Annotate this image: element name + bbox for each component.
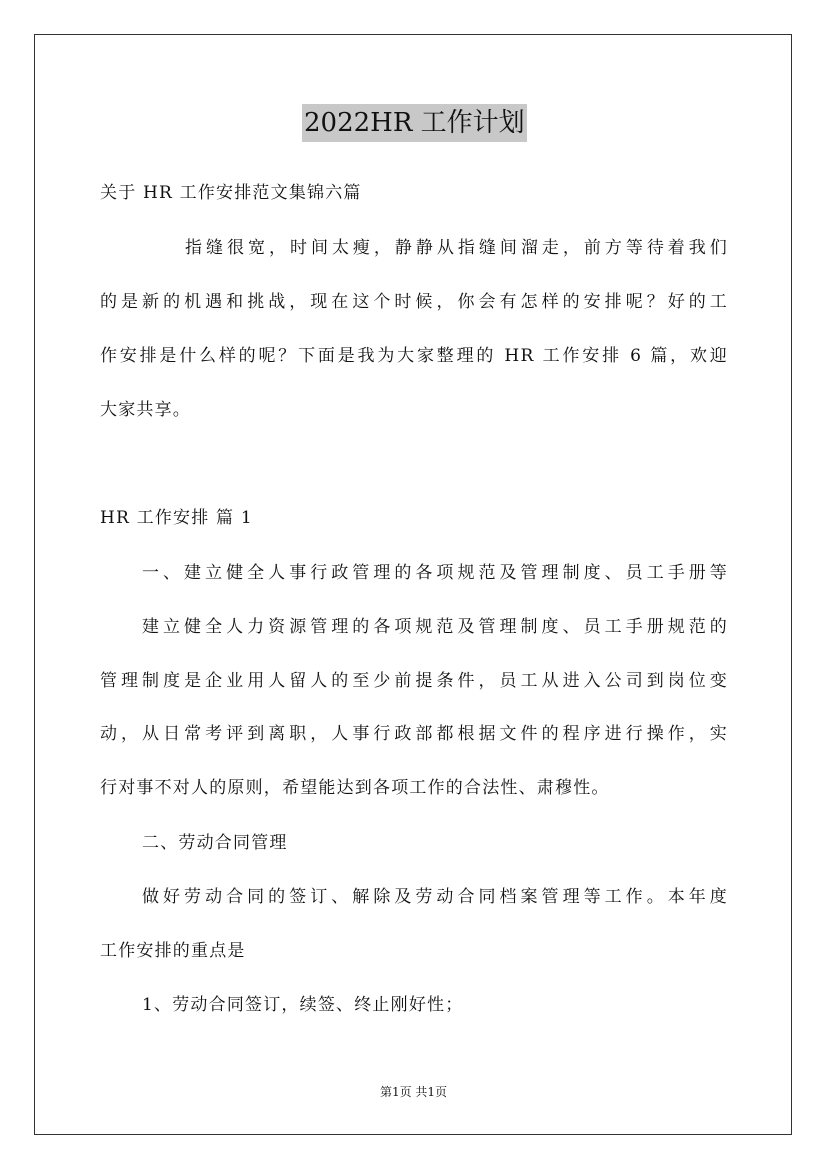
item1-para-line-1: 建立健全人力资源管理的各项规范及管理制度、员工手册规范的	[142, 617, 728, 637]
intro-line-2: 的是新的机遇和挑战，现在这个时候，你会有怎样的安排呢？好的工	[100, 292, 728, 312]
item1-heading: 一、建立健全人事行政管理的各项规范及管理制度、员工手册等	[142, 563, 728, 583]
intro-line-4: 大家共享。	[100, 400, 191, 420]
intro-line-3: 作安排是什么样的呢？下面是我为大家整理的 HR 工作安排 6 篇，欢迎	[100, 346, 728, 366]
item1-para-line-4: 行对事不对人的原则，希望能达到各项工作的合法性、肃穆性。	[100, 778, 610, 798]
item2-para-line-2: 工作安排的重点是	[100, 941, 246, 961]
item1-para-line-3: 动，从日常考评到离职，人事行政部都根据文件的程序进行操作，实	[100, 724, 728, 744]
section-heading: HR 工作安排 篇 1	[100, 508, 253, 528]
item2-heading: 二、劳动合同管理	[142, 833, 288, 853]
page-footer: 第1页 共1页	[379, 1085, 448, 1099]
item2-para-line-1: 做好劳动合同的签订、解除及劳动合同档案管理等工作。本年度	[142, 887, 728, 907]
item1-para-line-2: 管理制度是企业用人留人的至少前提条件，员工从进入公司到岗位变	[100, 671, 728, 691]
intro-line-1: 指缝很宽，时间太瘦，静静从指缝间溜走，前方等待着我们	[185, 238, 728, 258]
document-title: 2022HR 工作计划	[302, 104, 527, 142]
item2-point-1: 1、劳动合同签订，续签、终止刚好性；	[142, 995, 464, 1015]
document-subtitle: 关于 HR 工作安排范文集锦六篇	[100, 183, 362, 203]
